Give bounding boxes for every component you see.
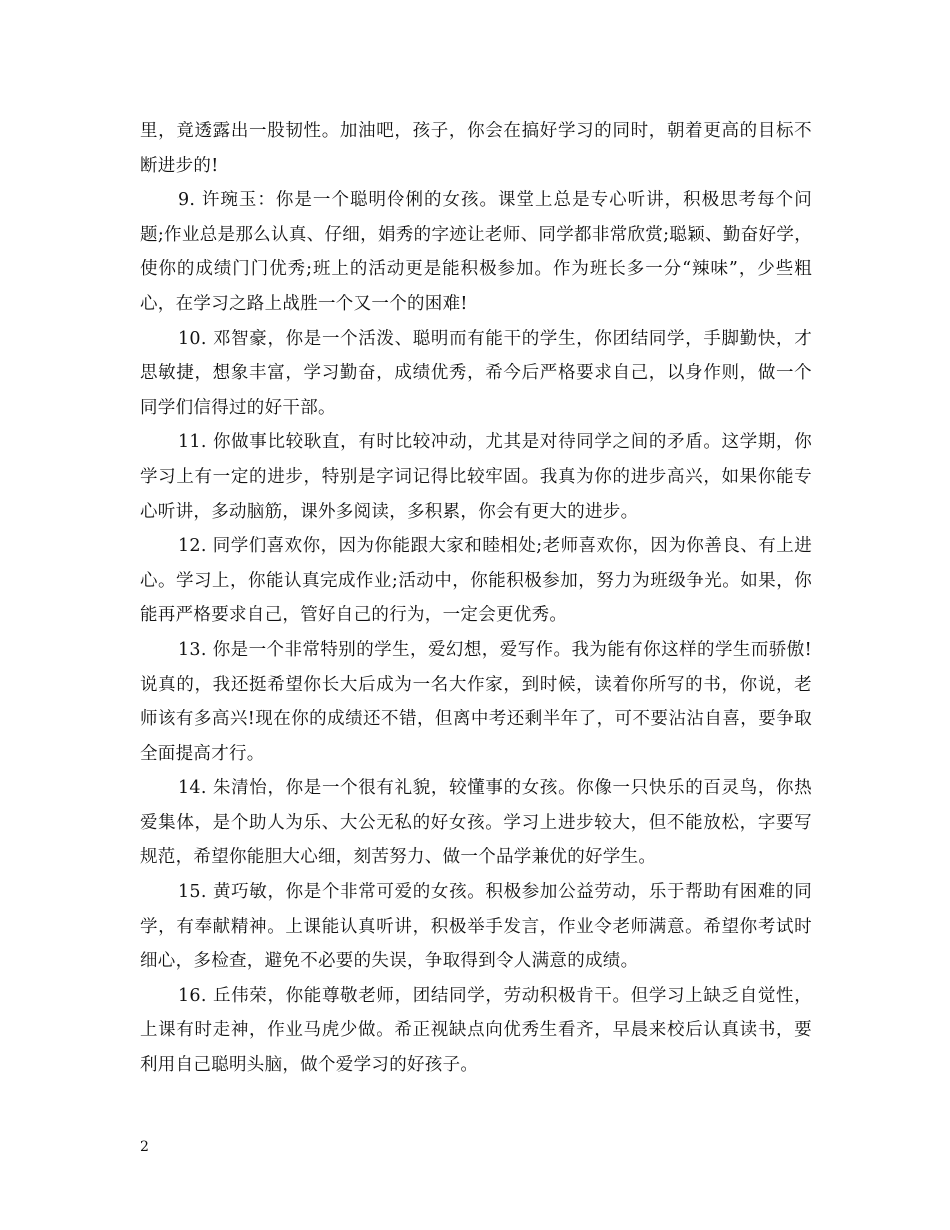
paragraph-item-11: 11. 你做事比较耿直，有时比较冲动，尤其是对待同学之间的矛盾。这学期，你学习上有一定的进步，特别是字词记得比较牢固。我真为你的进步高兴，如果你能专心听讲，多动脑筋，课外多阅读，多积累，你会有更大的进步。 <box>140 432 812 522</box>
paragraph-item-15: 15. 黄巧敏，你是个非常可爱的女孩。积极参加公益劳动，乐于帮助有困难的同学，有奉献精神。上课能认真听讲，积极举手发言，作业令老师满意。希望你考试时细心，多检查，避免不必要的失误，争取得到令人满意的成绩。 <box>140 882 812 972</box>
paragraph-item-14: 14. 朱清怡，你是一个很有礼貌，较懂事的女孩。你像一只快乐的百灵鸟，你热爱集体，是个助人为乐、大公无私的好女孩。学习上进步较大，但不能放松，字要写规范，希望你能胆大心细，刻苦努力、做一个品学兼优的好学生。 <box>140 778 812 868</box>
paragraph-item-10: 10. 邓智豪，你是一个活泼、聪明而有能干的学生，你团结同学，手脚勤快，才思敏捷，想象丰富，学习勤奋，成绩优秀，希今后严格要求自己，以身作则，做一个同学们信得过的好干部。 <box>140 328 812 418</box>
document-body <box>140 114 812 1083</box>
paragraph-continuation: 里，竟透露出一股韧性。加油吧，孩子，你会在搞好学习的同时，朝着更高的目标不断进步的! <box>140 121 812 176</box>
paragraph-item-12: 12. 同学们喜欢你，因为你能跟大家和睦相处;老师喜欢你，因为你善良、有上进心。学习上，你能认真完成作业;活动中，你能积极参加，努力为班级争光。如果，你能再严格要求自己，管好自己的行为，一定会更优秀。 <box>140 536 812 626</box>
paragraph-item-13: 13. 你是一个非常特别的学生，爱幻想，爱写作。我为能有你这样的学生而骄傲!说真的，我还挺希望你长大后成为一名大作家，到时候，读着你所写的书，你说，老师该有多高兴!现在你的成绩还不错，但离中考还剩半年了，可不要沾沾自喜，要争取全面提高才行。 <box>140 639 812 764</box>
page-number: 2 <box>140 1139 149 1155</box>
paragraph-item-16: 16. 丘伟荣，你能尊敬老师，团结同学，劳动积极肯干。但学习上缺乏自觉性，上课有时走神，作业马虎少做。希正视缺点向优秀生看齐，早晨来校后认真读书，要利用自己聪明头脑，做个爱学习的好孩子。 <box>140 985 812 1076</box>
paragraph-item-9: 9. 许琬玉：你是一个聪明伶俐的女孩。课堂上总是专心听讲，积极思考每个问题;作业总是那么认真、仔细，娟秀的字迹让老师、同学都非常欣赏;聪颖、勤奋好学，使你的成绩门门优秀;班上的活动更是能积极参加。作为班长多一分“辣味”，少些粗心，在学习之路上战胜一个又一个的困难! <box>140 190 812 314</box>
